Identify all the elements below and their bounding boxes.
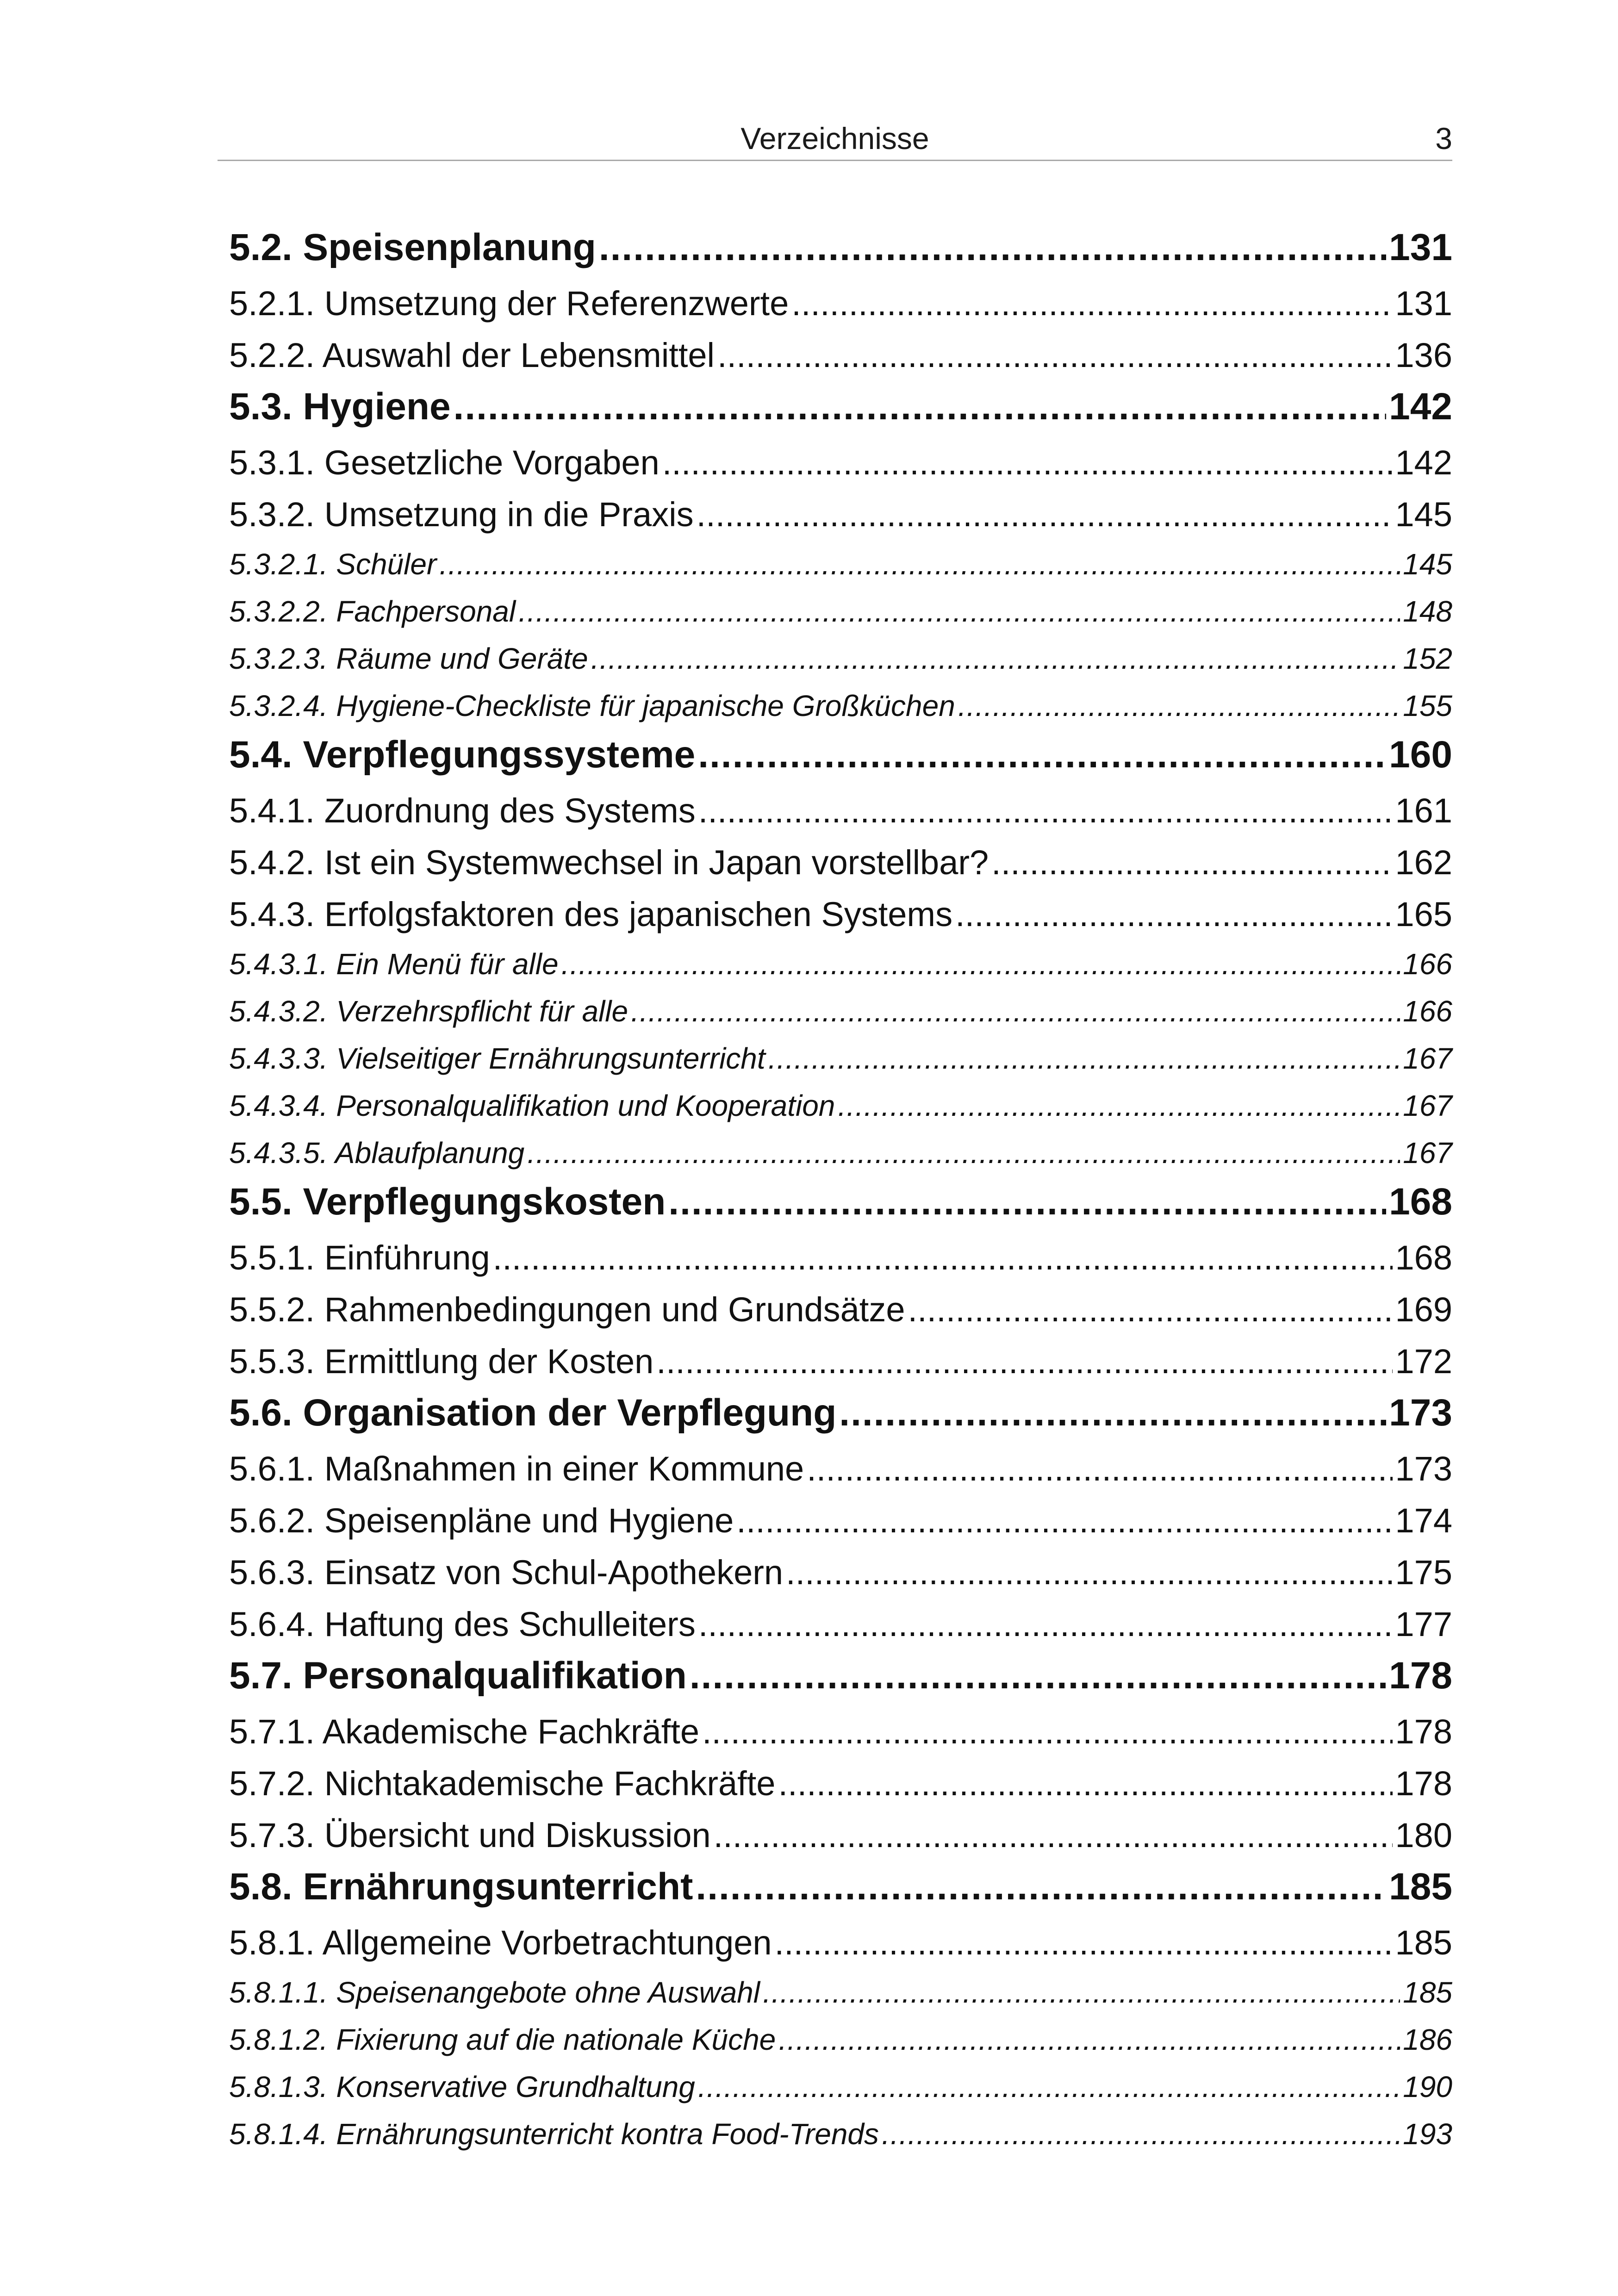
toc-entry-page-number: 178 [1395,1764,1452,1803]
toc-entry-title: 5.4.3.3. Vielseitiger Ernährungsunterricht [229,1042,765,1075]
dot-leader [662,437,1393,489]
toc-entry-level-2 [229,889,1452,940]
dot-leader [631,988,1400,1035]
toc-entry-page-number: 193 [1403,2117,1452,2151]
toc-entry-page-number: 173 [1395,1450,1452,1488]
toc-entry-title: 5.7.2. Nichtakademische Fachkräfte [229,1764,776,1803]
dot-leader [991,837,1392,889]
toc-entry-page-number: 178 [1395,1712,1452,1751]
toc-entry-level-3 [229,541,1452,588]
dot-leader [518,588,1400,635]
dot-leader [778,1758,1392,1810]
toc-entry-title: 5.4.1. Zuordnung des Systems [229,791,696,830]
toc-entry-title: 5.8.1.3. Konservative Grundhaltung [229,2070,695,2103]
toc-entry-level-2 [229,489,1452,541]
toc-entry-title: 5.6.2. Speisenpläne und Hygiene [229,1501,734,1540]
toc-entry-page-number: 165 [1395,895,1452,933]
toc-entry-level-3 [229,2110,1452,2158]
dot-leader [717,330,1393,381]
toc-entry-title: 5.4.3.2. Verzehrspflicht für alle [229,995,629,1028]
toc-entry-page-number: 175 [1395,1553,1452,1592]
toc-entry-page-number: 167 [1403,1089,1452,1122]
toc-entry-level-2 [229,330,1452,381]
toc-entry-level-2 [229,1810,1452,1861]
dot-leader [454,381,1387,432]
toc-entry-title: 5.2. Speisenplanung [229,226,596,268]
toc-entry-page-number: 167 [1403,1042,1452,1075]
toc-entry-title: 5.7.3. Übersicht und Diskussion [229,1816,711,1854]
toc-entry-title: 5.6.3. Einsatz von Schul-Apothekern [229,1553,784,1592]
toc-entry-level-1 [229,1388,1452,1438]
toc-entry-page-number: 131 [1395,284,1452,323]
toc-entry-title: 5.7.1. Akademische Fachkräfte [229,1712,699,1751]
dot-leader [698,1599,1393,1650]
toc-entry-page-number: 142 [1395,443,1452,482]
toc-entry-level-1 [229,381,1452,432]
toc-entry-page-number: 190 [1403,2070,1452,2103]
toc-entry-level-3 [229,1082,1452,1129]
toc-entry-level-3 [229,2016,1452,2063]
toc-entry-title: 5.3. Hygiene [229,386,451,428]
toc-entry-page-number: 131 [1389,226,1452,268]
running-header-title: Verzeichnisse [741,121,929,156]
toc-entry-page-number: 142 [1389,386,1452,428]
dot-leader [698,729,1386,780]
dot-leader [791,278,1392,330]
toc-entry-title: 5.3.2.4. Hygiene-Checkliste für japanische Großküchen [229,689,955,722]
dot-leader [839,1388,1386,1438]
toc-entry-page-number: 161 [1395,791,1452,830]
toc-entry-title: 5.8.1.4. Ernährungsunterricht kontra Food-Trends [229,2117,879,2151]
dot-leader [807,1443,1392,1495]
dot-leader [763,1969,1400,2016]
toc-entry-page-number: 169 [1395,1290,1452,1329]
toc-entry-page-number: 185 [1395,1923,1452,1962]
dot-leader [908,1284,1393,1336]
toc-entry-title: 5.5.3. Ermittlung der Kosten [229,1342,654,1381]
toc-entry-title: 5.3.2.2. Fachpersonal [229,595,516,628]
dot-leader [778,2016,1400,2063]
dot-leader [714,1810,1393,1861]
dot-leader [838,1082,1400,1129]
toc-entry-page-number: 160 [1389,734,1452,776]
toc-entry-level-3 [229,588,1452,635]
toc-entry-level-2 [229,1284,1452,1336]
toc-entry-title: 5.4.3.4. Personalqualifikation und Kooperation [229,1089,835,1122]
toc-entry-page-number: 185 [1389,1866,1452,1908]
toc-entry-level-2 [229,1336,1452,1388]
toc-entry-level-2 [229,1599,1452,1650]
toc-entry-page-number: 152 [1403,642,1452,675]
toc-entry-title: 5.8.1.2. Fixierung auf die nationale Küche [229,2023,776,2056]
toc-entry-title: 5.4. Verpflegungssysteme [229,734,696,776]
dot-leader [702,1706,1393,1758]
dot-leader [768,1035,1400,1082]
toc-entry-level-2 [229,1547,1452,1599]
toc-entry-level-3 [229,1035,1452,1082]
toc-entry-title: 5.5.1. Einführung [229,1238,490,1277]
toc-entry-title: 5.7. Personalqualifikation [229,1655,687,1697]
toc-entry-title: 5.3.2.1. Schüler [229,548,437,581]
toc-entry-title: 5.6. Organisation der Verpflegung [229,1392,837,1434]
running-header [218,113,1452,161]
dot-leader [696,1861,1386,1912]
toc-entry-page-number: 167 [1403,1136,1452,1170]
toc-entry-level-1 [229,1176,1452,1227]
dot-leader [698,785,1393,837]
dot-leader [591,635,1400,682]
toc-entry-title: 5.2.2. Auswahl der Lebensmittel [229,336,715,374]
toc-entry-title: 5.3.2.3. Räume und Geräte [229,642,588,675]
toc-entry-level-3 [229,682,1452,729]
toc-entry-title: 5.6.4. Haftung des Schulleiters [229,1605,696,1643]
toc-entry-level-2 [229,437,1452,489]
toc-entry-page-number: 178 [1389,1655,1452,1697]
toc-entry-level-2 [229,278,1452,330]
toc-entry-page-number: 168 [1389,1181,1452,1223]
toc-entry-title: 5.4.2. Ist ein Systemwechsel in Japan vorstellbar? [229,843,989,882]
dot-leader [668,1176,1386,1227]
toc-entry-level-3 [229,988,1452,1035]
toc-entry-page-number: 172 [1395,1342,1452,1381]
toc-entry-title: 5.2.1. Umsetzung der Referenzwerte [229,284,789,323]
toc-entry-level-2 [229,1232,1452,1284]
toc-entry-title: 5.8.1. Allgemeine Vorbetrachtungen [229,1923,772,1962]
toc-entry-level-2 [229,1443,1452,1495]
dot-leader [786,1547,1392,1599]
toc-entry-page-number: 136 [1395,336,1452,374]
toc-entry-page-number: 180 [1395,1816,1452,1854]
toc-entry-level-1 [229,729,1452,780]
dot-leader [958,682,1400,729]
dot-leader [775,1917,1393,1969]
toc-entry-level-1 [229,1861,1452,1912]
dot-leader [736,1495,1392,1547]
toc-entry-level-2 [229,837,1452,889]
toc-entry-title: 5.3.1. Gesetzliche Vorgaben [229,443,660,482]
page-number: 3 [1435,121,1452,156]
toc-entry-level-3 [229,1969,1452,2016]
dot-leader [527,1129,1400,1176]
toc-entry-title: 5.5. Verpflegungskosten [229,1181,666,1223]
toc-entry-level-3 [229,940,1452,988]
toc-entry-level-2 [229,785,1452,837]
toc-entry-page-number: 173 [1389,1392,1452,1434]
toc-entry-title: 5.4.3.1. Ein Menü für alle [229,947,559,981]
toc-entry-page-number: 168 [1395,1238,1452,1277]
dot-leader [493,1232,1393,1284]
toc-entry-title: 5.5.2. Rahmenbedingungen und Grundsätze [229,1290,905,1329]
dot-leader [599,222,1386,273]
toc-entry-title: 5.3.2. Umsetzung in die Praxis [229,495,694,534]
toc-entry-page-number: 145 [1403,548,1452,581]
toc-entry-level-2 [229,1706,1452,1758]
toc-entry-title: 5.4.3.5. Ablaufplanung [229,1136,525,1170]
toc-entry-level-2 [229,1495,1452,1547]
dot-leader [697,489,1393,541]
toc-entry-title: 5.8.1.1. Speisenangebote ohne Auswahl [229,1976,760,2009]
dot-leader [439,541,1400,588]
toc-entry-page-number: 174 [1395,1501,1452,1540]
toc-entry-page-number: 148 [1403,595,1452,628]
toc-entry-page-number: 185 [1403,1976,1452,2009]
dot-leader [882,2110,1400,2158]
toc-entry-level-1 [229,222,1452,273]
toc-entry-page-number: 166 [1403,995,1452,1028]
toc-entry-title: 5.6.1. Maßnahmen in einer Kommune [229,1450,804,1488]
dot-leader [955,889,1392,940]
toc-entry-title: 5.4.3. Erfolgsfaktoren des japanischen Systems [229,895,953,933]
dot-leader [656,1336,1392,1388]
dot-leader [561,940,1400,988]
toc-entry-level-3 [229,635,1452,682]
dot-leader [698,2063,1400,2110]
toc-entry-title: 5.8. Ernährungsunterricht [229,1866,693,1908]
toc-entry-level-1 [229,1650,1452,1701]
toc-entry-page-number: 162 [1395,843,1452,882]
toc-entry-level-3 [229,1129,1452,1176]
dot-leader [690,1650,1386,1701]
toc-entry-page-number: 177 [1395,1605,1452,1643]
toc-entry-level-2 [229,1917,1452,1969]
toc-entry-page-number: 166 [1403,947,1452,981]
toc-entry-level-3 [229,2063,1452,2110]
toc-entry-page-number: 186 [1403,2023,1452,2056]
toc-entry-page-number: 155 [1403,689,1452,722]
toc-entry-level-2 [229,1758,1452,1810]
toc-entry-page-number: 145 [1395,495,1452,534]
